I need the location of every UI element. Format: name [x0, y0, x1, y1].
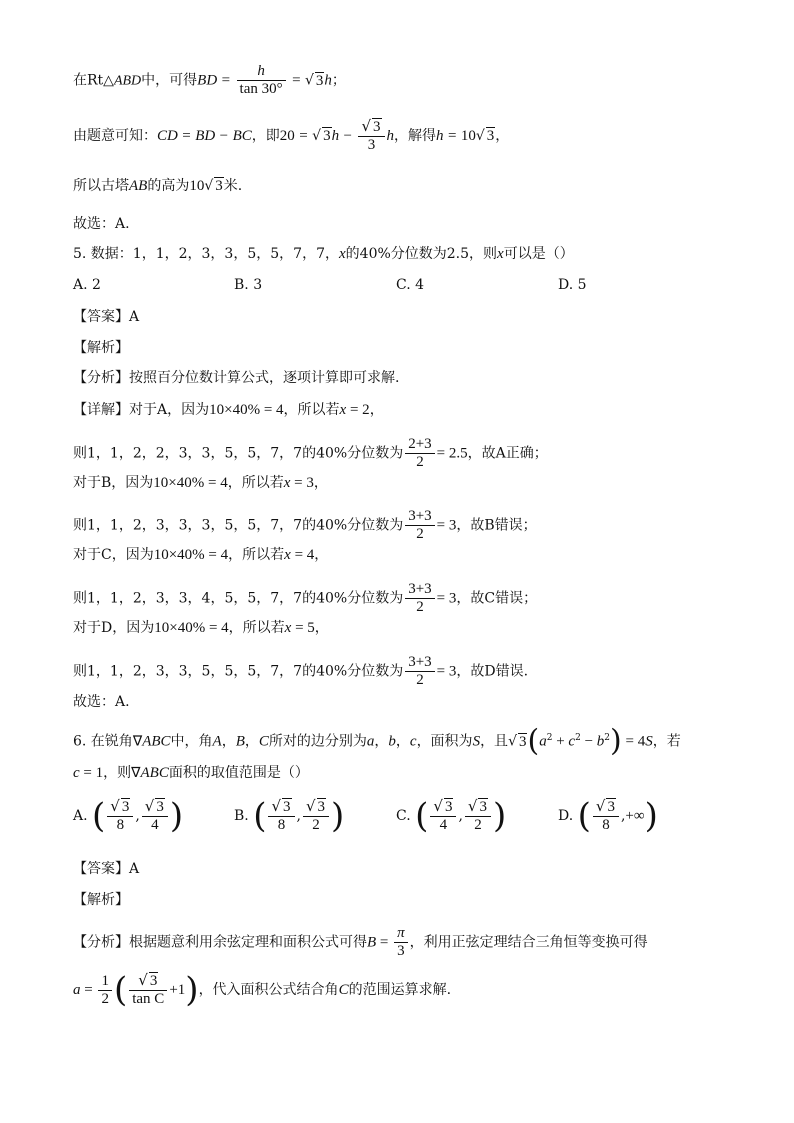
detail-conclusion: 故选：A. — [73, 694, 130, 710]
q6-option-a: A. ( $\frac{√ 3}{8}$ , $\frac{√ 3}{4}$ ) — [73, 796, 184, 836]
analysis-6-heading: 【解析】 — [73, 892, 129, 908]
q5-option-b: B. 3 — [234, 277, 263, 293]
detail-c-result: 则1，1，2，3，3，4，5，5，7，7的40%分位数为 $\frac{3+3}{2}$ = 3，故C错误； — [73, 581, 538, 615]
analysis-5: 【分析】按照百分位数计算公式，逐项计算即可求解. — [73, 370, 400, 386]
answer-6: 【答案】A — [73, 861, 140, 877]
q5-option-a: A. 2 — [73, 277, 101, 293]
analysis-6-line-2: a = $\frac{1}{2}$ ( $\frac{√ 3}{\text{tan C}}$ +1)，代入面积公式结合角C的范围运算求解. — [73, 970, 452, 1010]
q6-option-b: B. ( $\frac{√ 3}{8}$ , $\frac{√ 3}{2}$ ) — [234, 796, 345, 836]
fraction: $\frac{3+3}{2}$ — [405, 581, 434, 616]
detail-d-result: 则1，1，2，3，3，5，5，5，7，7的40%分位数为 $\frac{3+3}{2}$ = 3，故D错误. — [73, 654, 529, 688]
conclusion-line: 故选：A. — [73, 216, 130, 232]
answer-5: 【答案】A — [73, 309, 140, 325]
analysis-6-line-1: 【分析】根据题意利用余弦定理和面积公式可得B = $\frac{\pi}{3}$ ，利用正弦定理结合三角恒等变换可得 — [73, 925, 648, 959]
solution-line-3: 所以古塔AB的高为10√ 3米. — [73, 178, 243, 194]
fraction: $\frac{h}{\tan 30^\circ}$ — [237, 63, 286, 98]
analysis-5-heading: 【解析】 — [73, 340, 129, 356]
radical-sign: √ — [305, 72, 314, 89]
fraction: $\frac{√ 3}{3}$ — [358, 118, 384, 154]
question-6-line-2: c = 1，则∇ABC面积的取值范围是（） — [73, 765, 309, 781]
q5-option-c: C. 4 — [396, 277, 425, 293]
detail-c-condition: 对于C，因为10×40% = 4，所以若x = 4， — [73, 547, 329, 563]
detail-b-result: 则1，1，2，3，3，3，5，5，7，7的40%分位数为 $\frac{3+3}{2}$ = 3，故B错误； — [73, 508, 537, 542]
q6-option-d: D. ( $\frac{√ 3}{8}$ ,+∞) — [558, 796, 658, 836]
question-5: 5. 数据：1，1，2，3，3，5，5，7，7，x的40%分位数为2.5，则x可以是（） — [73, 246, 574, 262]
q5-option-d: D. 5 — [558, 277, 587, 293]
fraction: $\frac{3+3}{2}$ — [405, 654, 434, 689]
detail-d-condition: 对于D，因为10×40% = 4，所以若x = 5， — [73, 620, 329, 636]
detail-b-condition: 对于B，因为10×40% = 4，所以若x = 3， — [73, 475, 328, 491]
fraction: $\frac{2+3}{2}$ — [405, 436, 434, 471]
detail-a-condition: 【详解】对于A，因为10×40% = 4，所以若x = 2， — [73, 402, 384, 418]
solution-line-2: 由题意可知：CD = BD − BC，即20 = √ 3h − $\frac{√ 3}{3}$ h，解得h = 10√ 3， — [73, 117, 510, 153]
solution-line-1: 在Rt△ABD中，可得BD = $\frac{h}{\tan 30^\circ}$ = √ 3h； — [73, 63, 346, 97]
detail-a-result: 则1，1，2，2，3，3，5，5，7，7的40%分位数为 $\frac{2+3}{2}$ = 2.5，故A正确； — [73, 436, 548, 470]
fraction: $\frac{3+3}{2}$ — [405, 508, 434, 543]
question-6-line-1: 6. 在锐角∇ABC中，角A，B，C所对的边分别为a，b，c，面积为S，且√ $3(a^2 + c^2 - b^2) = 4S$，若 — [73, 723, 681, 759]
q6-option-c: C. ( $\frac{√ 3}{4}$ , $\frac{√ 3}{2}$ ) — [396, 796, 507, 836]
